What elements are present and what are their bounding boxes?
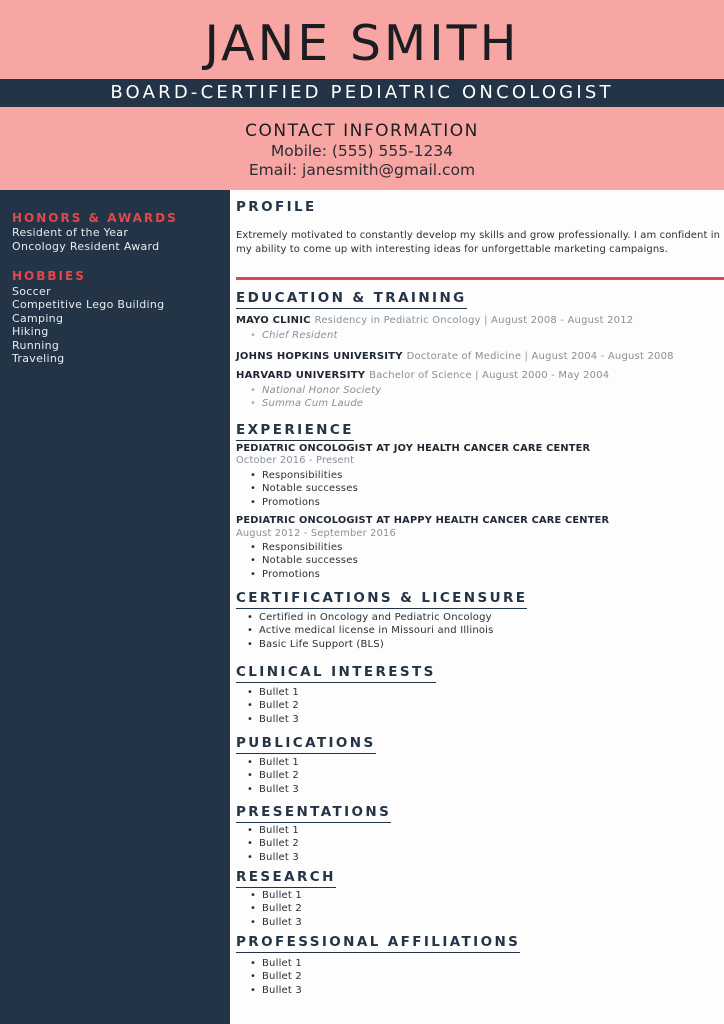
affiliations-heading: PROFESSIONAL AFFILIATIONS: [236, 934, 520, 953]
list-item: • Bullet 3: [245, 713, 299, 726]
publications-list: [245, 756, 299, 796]
honors-heading: HONORS & AWARDS: [12, 211, 178, 225]
job-dates: August 2012 - September 2016: [236, 528, 396, 539]
education-entry: [236, 369, 609, 382]
education-org: MAYO CLINIC: [236, 315, 311, 326]
list-item: • Bullet 3: [248, 916, 302, 929]
hobby-item: Camping: [12, 311, 64, 325]
section-divider: [236, 277, 724, 280]
job-bullets: [248, 469, 358, 509]
presentations-list: [245, 824, 299, 864]
education-entry: [236, 314, 633, 327]
list-item: • Bullet 2: [245, 769, 299, 782]
list-item: • Bullet 1: [245, 824, 299, 837]
list-item: • Bullet 1: [245, 756, 299, 769]
list-item: • Bullet 3: [248, 984, 302, 997]
certifications-list: [245, 611, 494, 651]
list-item: • Responsibilities: [248, 541, 358, 554]
resume-header: [0, 0, 724, 190]
job-title: PEDIATRIC ONCOLOGIST AT JOY HEALTH CANCER CARE CENTER: [236, 443, 591, 454]
education-heading: EDUCATION & TRAINING: [236, 290, 467, 309]
job-title-bar: BOARD-CERTIFIED PEDIATRIC ONCOLOGIST: [0, 79, 724, 107]
profile-heading: PROFILE: [236, 199, 317, 215]
list-item: • Summa Cum Laude: [248, 397, 381, 410]
research-list: [248, 889, 302, 929]
contact-mobile: Mobile: (555) 555-1234: [270, 142, 454, 160]
list-item: • Certified in Oncology and Pediatric Oncology: [245, 611, 494, 624]
list-item: • Bullet 3: [245, 783, 299, 796]
list-item: • Bullet 1: [248, 889, 302, 902]
education-detail: Doctorate of Medicine | August 2004 - August 2008: [406, 351, 674, 362]
clinical-interests-heading: CLINICAL INTERESTS: [236, 664, 436, 683]
hobby-item: Competitive Lego Building: [12, 298, 165, 312]
hobby-item: Hiking: [12, 325, 49, 339]
list-item: • Bullet 2: [248, 902, 302, 915]
list-item: • Bullet 1: [248, 957, 302, 970]
experience-heading: EXPERIENCE: [236, 422, 354, 441]
certifications-heading: CERTIFICATIONS & LICENSURE: [236, 590, 527, 609]
list-item: • Active medical license in Missouri and Illinois: [245, 624, 494, 637]
honor-item: Resident of the Year: [12, 226, 129, 239]
list-item: • Bullet 1: [245, 686, 299, 699]
contact-heading: CONTACT INFORMATION: [245, 121, 479, 141]
list-item: • Bullet 2: [245, 699, 299, 712]
candidate-name: JANE SMITH: [204, 15, 520, 72]
clinical-interests-list: [245, 686, 299, 726]
hobbies-heading: HOBBIES: [12, 269, 86, 283]
job-title: PEDIATRIC ONCOLOGIST AT HAPPY HEALTH CANCER CARE CENTER: [236, 515, 610, 526]
education-notes: [248, 329, 338, 342]
job-dates: October 2016 - Present: [236, 455, 355, 466]
education-org: JOHNS HOPKINS UNIVERSITY: [236, 351, 403, 362]
research-heading: RESEARCH: [236, 869, 336, 888]
list-item: • Bullet 3: [245, 851, 299, 864]
list-item: • Promotions: [248, 568, 358, 581]
list-item: • Chief Resident: [248, 329, 338, 342]
hobby-item: Running: [12, 338, 60, 352]
list-item: • Bullet 2: [248, 970, 302, 983]
affiliations-list: [248, 957, 302, 997]
education-notes: [248, 384, 381, 411]
education-detail: Residency in Pediatric Oncology | August 2008 - August 2012: [314, 315, 634, 326]
hobby-item: Traveling: [12, 352, 65, 365]
presentations-heading: PRESENTATIONS: [236, 804, 391, 823]
list-item: • Basic Life Support (BLS): [245, 638, 494, 651]
hobby-item: Soccer: [12, 285, 51, 298]
honor-item: Oncology Resident Award: [12, 239, 160, 253]
education-detail: Bachelor of Science | August 2000 - May 2004: [369, 370, 610, 381]
list-item: • Bullet 2: [245, 837, 299, 850]
education-entry: [236, 350, 674, 363]
list-item: • Promotions: [248, 496, 358, 509]
contact-email: Email: janesmith@gmail.com: [248, 161, 476, 179]
list-item: • Notable successes: [248, 554, 358, 567]
publications-heading: PUBLICATIONS: [236, 735, 376, 754]
profile-text: Extremely motivated to constantly develop my skills and grow professionally. I am confident in my ability to come up with interesting ideas for unforgettable marketing campaigns.: [236, 230, 721, 255]
list-item: • National Honor Society: [248, 384, 381, 397]
education-org: HARVARD UNIVERSITY: [236, 370, 366, 381]
job-bullets: [248, 541, 358, 581]
list-item: • Notable successes: [248, 482, 358, 495]
list-item: • Responsibilities: [248, 469, 358, 482]
